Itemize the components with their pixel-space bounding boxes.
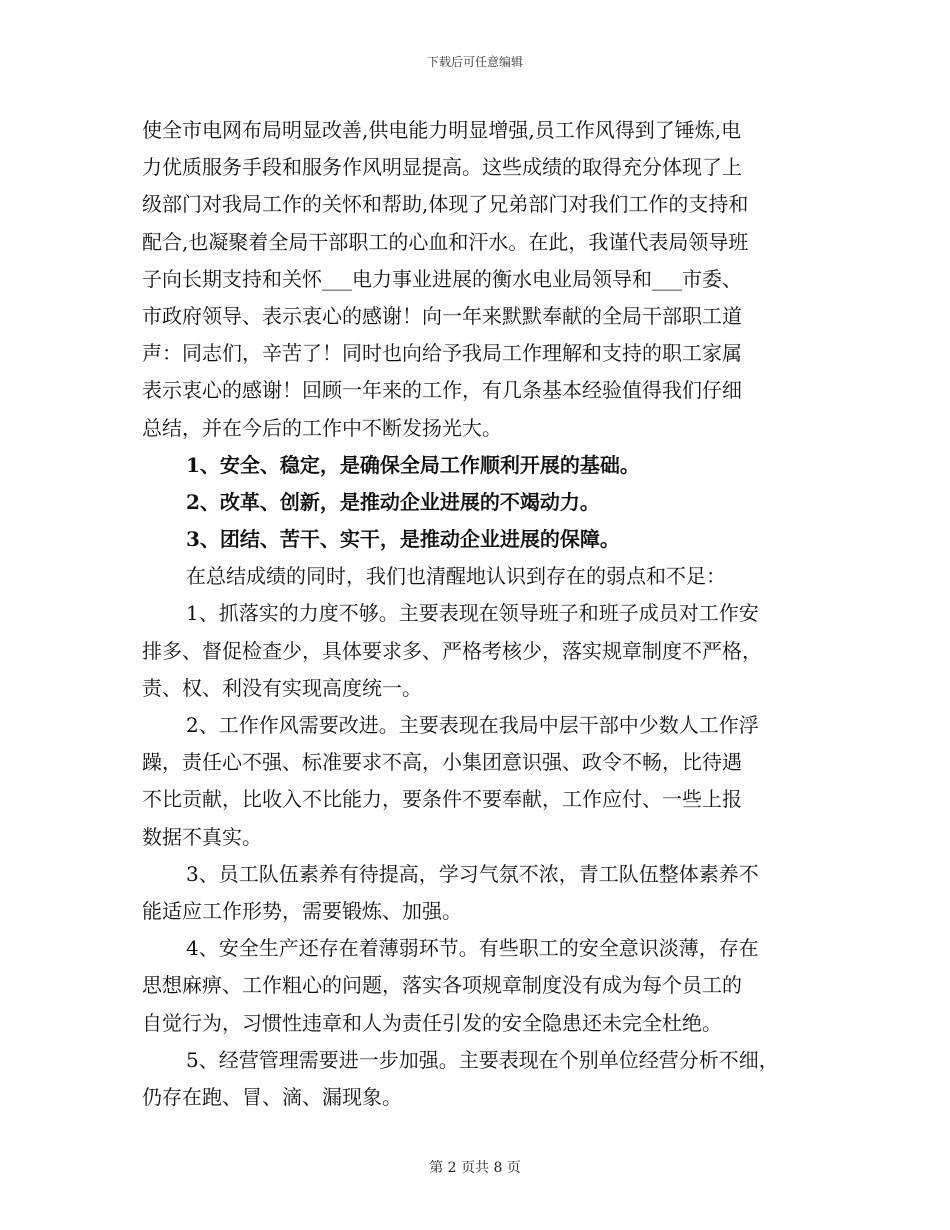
page-header: 下载后可任意编辑 bbox=[426, 55, 523, 69]
text-line: 能适应工作形势，需要锻炼、加强。 bbox=[142, 898, 462, 923]
paragraph bbox=[142, 447, 822, 484]
paragraph bbox=[142, 595, 822, 707]
text-line: 思想麻痹、工作粗心的问题，落实各项规章制度没有成为每个员工的 bbox=[142, 973, 742, 998]
text-line: 声：同志们，辛苦了！同时也向给予我局工作理解和支持的职工家属 bbox=[142, 341, 742, 366]
bold-summary-line: 1、安全、稳定，是确保全局工作顺利开展的基础。 bbox=[186, 452, 640, 477]
text-line: 力优质服务手段和服务作风明显提高。这些成绩的取得充分体现了上 bbox=[142, 155, 742, 180]
bold-summary-line: 3、团结、苦干、实干，是推动企业进展的保障。 bbox=[186, 527, 620, 552]
paragraph bbox=[142, 521, 822, 558]
paragraph bbox=[142, 707, 822, 856]
paragraph bbox=[142, 112, 822, 447]
text-line: 责、权、利没有实现高度统一。 bbox=[142, 675, 422, 700]
text-line: 自觉行为，习惯性违章和人为责任引发的安全隐患还未完全杜绝。 bbox=[142, 1010, 722, 1035]
text-line: 级部门对我局工作的关怀和帮助,体现了兄弟部门对我们工作的支持和 bbox=[142, 192, 749, 217]
text-line: 表示衷心的感谢！回顾一年来的工作，有几条基本经验值得我们仔细 bbox=[142, 378, 742, 403]
text-line: 使全市电网布局明显改善,供电能力明显增强,员工作风得到了锤炼,电 bbox=[142, 118, 742, 142]
paragraph bbox=[142, 484, 822, 521]
text-line: 5、经营管理需要进一步加强。主要表现在个别单位经营分析不细， bbox=[186, 1047, 779, 1072]
document-body bbox=[142, 112, 822, 1116]
text-line: 数据不真实。 bbox=[142, 824, 262, 849]
text-line: 市政府领导、表示衷心的感谢！向一年来默默奉献的全局干部职工道 bbox=[142, 303, 742, 328]
text-line: 在总结成绩的同时，我们也清醒地认识到存在的弱点和不足： bbox=[186, 564, 726, 589]
paragraph bbox=[142, 1042, 822, 1116]
paragraph bbox=[142, 856, 822, 930]
text-line: 3、员工队伍素养有待提高，学习气氛不浓，青工队伍整体素养不 bbox=[186, 861, 759, 886]
text-line: 总结，并在今后的工作中不断发扬光大。 bbox=[142, 415, 502, 440]
text-line: 躁，责任心不强、标准要求不高，小集团意识强、政令不畅，比待遇 bbox=[142, 750, 742, 775]
text-line: 子向长期支持和关怀___电力事业进展的衡水电业局领导和___市委、 bbox=[142, 266, 742, 291]
bold-summary-line: 2、改革、创新，是推动企业进展的不竭动力。 bbox=[186, 489, 600, 514]
text-line: 4、安全生产还存在着薄弱环节。有些职工的安全意识淡薄，存在 bbox=[186, 936, 759, 961]
text-line: 排多、督促检查少，具体要求多、严格考核少，落实规章制度不严格， bbox=[142, 638, 762, 663]
text-line: 2、工作作风需要改进。主要表现在我局中层干部中少数人工作浮 bbox=[186, 713, 759, 737]
page-footer: 第 2 页共 8 页 bbox=[429, 1160, 521, 1176]
text-line: 1、抓落实的力度不够。主要表现在领导班子和班子成员对工作安 bbox=[186, 601, 759, 626]
paragraph bbox=[142, 558, 822, 595]
text-line: 不比贡献，比收入不比能力，要条件不要奉献，工作应付、一些上报 bbox=[142, 787, 742, 812]
text-line: 配合,也凝聚着全局干部职工的心血和汗水。在此，我谨代表局领导班 bbox=[142, 229, 749, 254]
paragraph bbox=[142, 930, 822, 1042]
text-line: 仍存在跑、冒、滴、漏现象。 bbox=[142, 1084, 402, 1109]
